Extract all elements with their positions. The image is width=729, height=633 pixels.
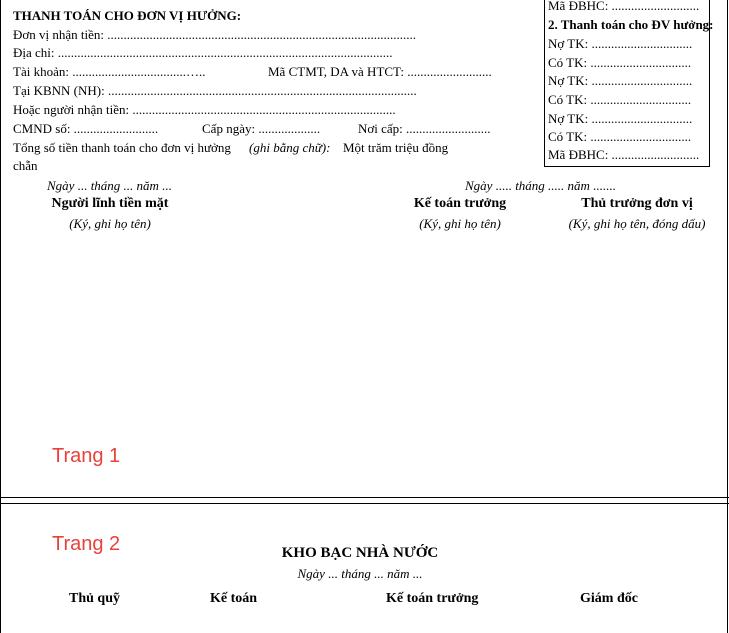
account-field: Tài khoản: ...................................….. — [13, 64, 206, 79]
chief-accountant-note: (Ký, ghi họ tên) — [419, 216, 501, 231]
page-break — [0, 497, 729, 504]
right-box-row: Có TK: ............................... — [548, 55, 692, 70]
right-box-row: Có TK: ............................... — [548, 129, 692, 144]
kbnn-field: Tại KBNN (NH): ............................................................................................... — [13, 83, 417, 98]
recipient-unit-field: Đơn vị nhận tiền: ............................................................................................... — [13, 27, 416, 42]
date-right: Ngày ..... tháng ..... năm ....... — [465, 178, 616, 193]
ma-dbhc-top: Mã ĐBHC: ........................... — [548, 0, 700, 13]
cashier-note: (Ký, ghi họ tên) — [69, 216, 151, 231]
unit-head-title: Thủ trưởng đơn vị — [581, 196, 693, 211]
section-heading: THANH TOÁN CHO ĐƠN VỊ HƯỞNG: — [13, 8, 242, 23]
address-field: Địa chỉ: ....................................................................................................... — [13, 45, 393, 60]
issue-place-field: Nơi cấp: .......................... — [358, 121, 491, 136]
right-box-row: Có TK: ............................... — [548, 92, 692, 107]
cashier-title: Người lĩnh tiền mặt — [51, 196, 169, 211]
right-box-row: Nợ TK: ............................... — [548, 73, 693, 88]
treasury-date: Ngày ... tháng ... năm ... — [297, 566, 423, 581]
receiver-field: Hoặc người nhận tiền: ................................................................................. — [13, 102, 396, 117]
signer-chief-accountant: Kế toán trưởng — [386, 591, 479, 606]
program-code-field: Mã CTMT, DA và HTCT: .......................... — [268, 64, 492, 79]
total-note: (ghi bằng chữ): — [249, 140, 331, 155]
right-box-row: Mã ĐBHC: ........................... — [548, 147, 700, 162]
total-label: Tổng số tiền thanh toán cho đơn vị hưởng — [13, 140, 231, 155]
right-box-row: Nợ TK: ............................... — [548, 111, 693, 126]
treasury-title: KHO BẠC NHÀ NƯỚC — [281, 545, 439, 561]
issue-date-field: Cấp ngày: ................... — [202, 121, 321, 136]
page-border-right — [727, 0, 728, 633]
signer-director: Giám đốc — [580, 591, 638, 606]
total-value-continued: chẵn — [13, 158, 38, 173]
signer-cashier: Thủ quỹ — [69, 591, 120, 606]
right-box-heading: 2. Thanh toán cho ĐV hưởng: — [548, 17, 714, 32]
total-value: Một trăm triệu đồng — [343, 140, 449, 155]
unit-head-note: (Ký, ghi họ tên, đóng dấu) — [568, 216, 706, 231]
right-box-row: Nợ TK: ............................... — [548, 36, 693, 51]
signer-accountant: Kế toán — [210, 591, 258, 606]
id-number-field: CMND số: .......................... — [13, 121, 159, 136]
date-left: Ngày ... tháng ... năm ... — [47, 178, 172, 193]
page-1-label: Trang 1 — [52, 445, 121, 467]
page-2-label: Trang 2 — [52, 533, 121, 555]
chief-accountant-title: Kế toán trưởng — [413, 196, 507, 211]
page-border-left — [0, 0, 1, 633]
